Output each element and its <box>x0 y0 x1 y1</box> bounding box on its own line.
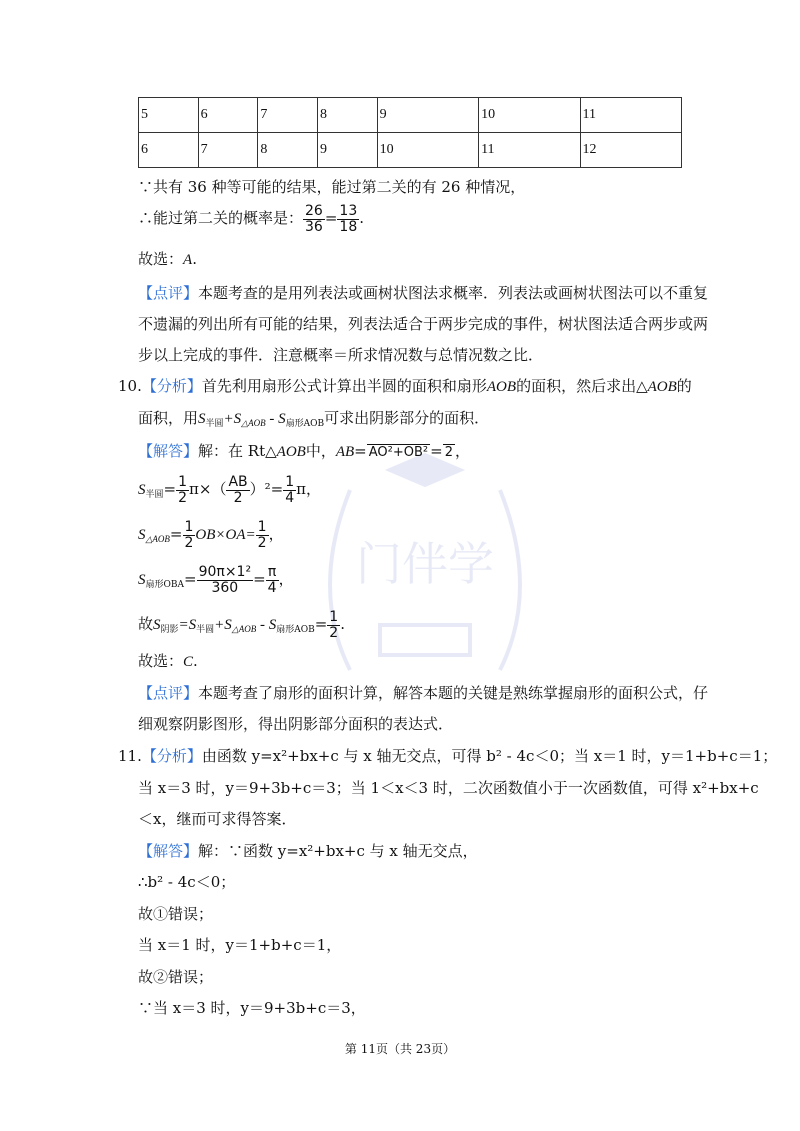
math-var: AOB <box>647 379 677 395</box>
page-footer: 第 11页（共 23页） <box>344 1042 456 1056</box>
subscript: △AOB <box>241 418 266 428</box>
denominator: 36 <box>305 218 323 235</box>
fraction <box>197 565 254 595</box>
table-cell: 8 <box>258 133 318 168</box>
numerator: 1 <box>184 519 194 535</box>
text-span: 故选： <box>138 652 184 670</box>
fraction <box>226 475 249 505</box>
watermark-logo <box>310 430 540 710</box>
review-tag: 【点评】 <box>138 684 199 702</box>
text-span: = <box>253 570 266 589</box>
denominator: 360 <box>211 579 239 596</box>
table-row <box>139 98 682 133</box>
subscript: 阴影 <box>160 625 179 636</box>
math-var: S <box>138 482 146 499</box>
text-line <box>138 440 470 461</box>
math-var: +S <box>223 411 242 427</box>
text-line: ∵共有 36 种等可能的结果，能过第二关的有 26 种情况， <box>138 178 526 196</box>
fraction <box>283 475 296 505</box>
text-span: ， <box>278 570 294 589</box>
text-span: 故 <box>138 615 154 634</box>
formula-line <box>138 475 321 505</box>
text-span: ， <box>268 525 284 544</box>
numerator: 1 <box>257 519 267 535</box>
table-cell: 10 <box>479 98 580 133</box>
text-span: ， <box>454 442 470 460</box>
denominator: 4 <box>285 489 295 506</box>
text-span: 可求出阴影部分的面积． <box>324 409 490 427</box>
text-span: . <box>359 209 365 228</box>
watermark-text: 门伴学 <box>356 537 494 591</box>
denominator: 2 <box>329 624 339 641</box>
table-cell: 10 <box>377 133 478 168</box>
table-cell: 9 <box>317 133 377 168</box>
text-span: ∴能过第二关的概率是： <box>138 209 304 228</box>
answer-line <box>138 248 197 269</box>
math-var: AB <box>335 444 355 460</box>
answer-letter: A <box>183 252 193 268</box>
math-expression: OB×OA= <box>195 527 256 544</box>
text-line: ∵当 x＝3 时，y＝9+3b+c＝3， <box>138 999 366 1017</box>
text-line: ＜x，继而可求得答案． <box>138 810 297 828</box>
text-line: 当 x＝1 时，y＝1+b+c＝1， <box>138 936 342 954</box>
solution-tag: 【解答】 <box>138 442 199 460</box>
subscript: 半圆 <box>205 419 224 429</box>
formula-line <box>138 565 294 595</box>
text-span: 中， <box>305 442 336 460</box>
question-number: 10. <box>118 377 142 395</box>
table-cell: 11 <box>479 133 580 168</box>
sqrt-expression: AO²+OB² <box>368 445 429 460</box>
numerator: π <box>266 565 279 581</box>
review-line <box>138 682 708 703</box>
equals-sign: = <box>324 209 338 228</box>
question-10-analysis <box>118 375 692 396</box>
table-cell: 5 <box>139 98 199 133</box>
text-line <box>138 840 478 861</box>
text-line: 故①错误； <box>138 905 214 923</box>
question-11-analysis <box>118 745 777 766</box>
review-line <box>138 282 708 303</box>
solution-tag: 【解答】 <box>138 842 199 860</box>
subscript: 扇形OBA <box>145 580 184 591</box>
text-span: ）²= <box>249 480 284 499</box>
text-span: . <box>340 615 345 634</box>
text-span: . <box>193 652 198 670</box>
math-var: =S <box>178 617 197 634</box>
math-var: AOB <box>276 444 306 460</box>
table-cell: 12 <box>580 133 682 168</box>
numerator: 26 <box>305 203 323 219</box>
text-span: 面积，用 <box>138 409 199 427</box>
numerator: 1 <box>329 609 339 625</box>
denominator: 4 <box>267 579 277 596</box>
math-var: - S <box>256 617 277 634</box>
table-cell: 9 <box>377 98 478 133</box>
answer-letter: C <box>183 654 194 670</box>
numerator: 90π×1² <box>198 564 252 580</box>
fraction <box>176 475 189 505</box>
subscript: 扇形AOB <box>276 625 315 636</box>
text-span: 解：在 Rt△ <box>198 442 277 460</box>
table-cell: 6 <box>198 98 258 133</box>
math-var: S <box>198 411 206 427</box>
denominator: 2 <box>184 534 194 551</box>
denominator: 2 <box>233 489 243 506</box>
subscript: 半圆 <box>196 625 215 636</box>
table-row <box>139 133 682 168</box>
text-line <box>138 407 489 429</box>
table-cell: 7 <box>198 133 258 168</box>
table-cell: 6 <box>139 133 199 168</box>
math-var: S <box>153 617 161 634</box>
math-var: AOB <box>486 379 517 395</box>
math-var: - S <box>265 411 286 427</box>
text-line: 不遗漏的列出所有可能的结果，列表法适合于两步完成的事件，树状图法适合两步或两 <box>138 315 709 333</box>
answer-line <box>138 650 198 671</box>
fraction <box>256 520 269 550</box>
fraction <box>337 204 359 234</box>
text-line: 故②错误； <box>138 968 214 986</box>
sqrt-expression: 2 <box>444 445 453 460</box>
subscript: 半圆 <box>145 490 164 501</box>
text-span: . <box>192 250 197 268</box>
text-span: 故选： <box>138 250 184 268</box>
denominator: 2 <box>178 489 188 506</box>
table-cell: 7 <box>258 98 318 133</box>
text-span: 首先利用扇形公式计算出半圆的面积和扇形 <box>201 377 487 395</box>
text-span: 由函数 y=x²+bx+c 与 x 轴无交点，可得 b² - 4c＜0；当 x＝1 时，y＝1+b+c＝1； <box>201 747 778 765</box>
text-line: 步以上完成的事件．注意概率＝所求情况数与总情况数之比． <box>138 346 544 364</box>
text-span: = <box>169 525 183 544</box>
subscript: △AOB <box>145 534 170 545</box>
outcome-table <box>138 97 682 168</box>
formula-line <box>138 610 345 640</box>
analysis-tag: 【分析】 <box>141 747 202 765</box>
table-cell: 8 <box>317 98 377 133</box>
review-tag: 【点评】 <box>138 284 199 302</box>
text-span: 的 <box>676 377 692 395</box>
text-span: = <box>430 442 443 460</box>
numerator: 13 <box>339 203 358 219</box>
fraction <box>266 565 279 595</box>
numerator: AB <box>228 474 248 490</box>
fraction <box>183 520 196 550</box>
text-line: ∴b² - 4c＜0； <box>138 873 236 891</box>
text-span: = <box>314 615 328 634</box>
text-span: π， <box>296 480 322 499</box>
text-line: 细观察阴影图形，得出阴影部分面积的表达式． <box>138 715 454 733</box>
math-var: S <box>138 572 146 589</box>
math-var: +S <box>214 617 232 634</box>
question-number: 11. <box>118 747 142 765</box>
denominator: 2 <box>257 534 267 551</box>
subscript: △AOB <box>231 624 257 635</box>
analysis-tag: 【分析】 <box>141 377 202 395</box>
numerator: 1 <box>178 474 188 490</box>
subscript: 扇形AOB <box>285 419 325 429</box>
math-var: S <box>138 527 146 544</box>
fraction <box>327 610 340 640</box>
text-span: = <box>184 570 197 589</box>
probability-line <box>138 204 364 234</box>
formula-line <box>138 520 284 550</box>
denominator: 18 <box>339 218 358 235</box>
text-span: 的面积，然后求出△ <box>516 377 648 395</box>
text-span: 解：∵函数 y=x²+bx+c 与 x 轴无交点， <box>198 842 478 860</box>
table-cell: 11 <box>580 98 682 133</box>
text-line: 当 x＝3 时，y＝9+3b+c＝3；当 1＜x＜3 时，二次函数值小于一次函数值，可得 x²+bx+c <box>138 779 759 797</box>
text-span: 本题考查的是用列表法或画树状图法求概率．列表法或画树状图法可以不重复 <box>198 284 709 302</box>
text-span: π×（ <box>189 480 227 499</box>
text-span: = <box>354 442 367 460</box>
text-span: = <box>163 480 177 499</box>
numerator: 1 <box>285 474 295 490</box>
fraction <box>303 204 325 234</box>
text-span: 本题考查了扇形的面积计算，解答本题的关键是熟练掌握扇形的面积公式，仔 <box>198 684 709 702</box>
